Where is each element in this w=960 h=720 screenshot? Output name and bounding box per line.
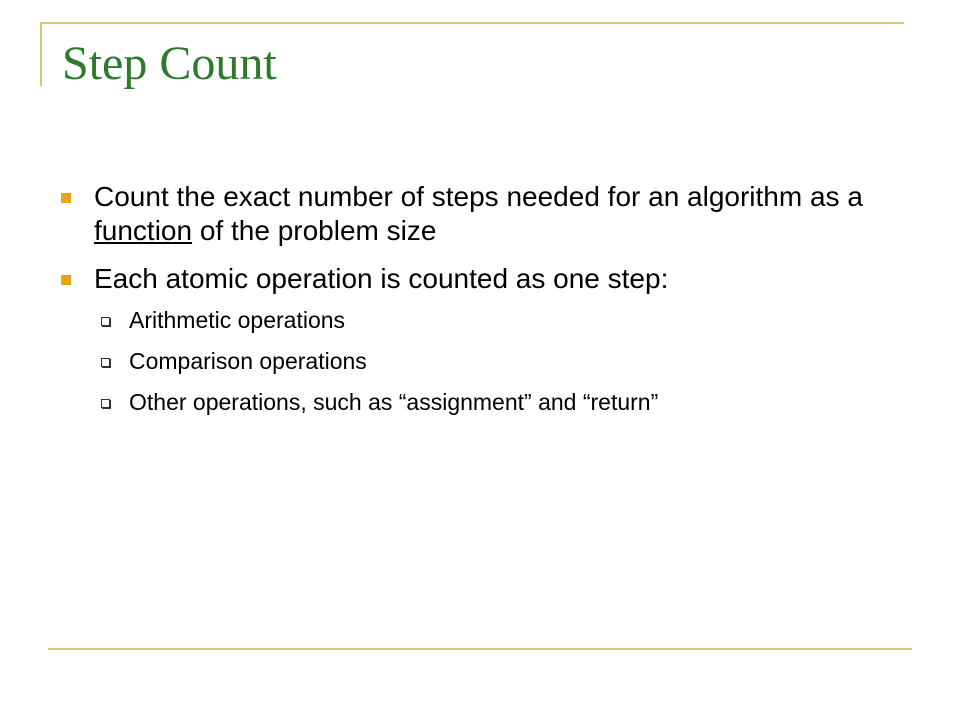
sub-bullet-arithmetic — [60, 306, 900, 334]
square-bullet-icon — [61, 275, 71, 285]
bullet-text-before: Count the exact number of steps needed for an algorithm as a — [94, 181, 863, 212]
bullet-text-after: of the problem size — [192, 215, 437, 246]
sub-bullet-other — [60, 388, 900, 416]
bullet-text: Each atomic operation is counted as one step: — [94, 263, 669, 294]
bullet-atomic-operation — [60, 262, 900, 296]
checkbox-bullet-icon — [101, 317, 110, 326]
underlined-term-function: function — [94, 215, 193, 246]
checkbox-bullet-icon — [101, 358, 110, 367]
operations-sublist — [60, 306, 900, 416]
square-bullet-icon — [61, 193, 71, 203]
slide-content — [60, 180, 900, 429]
checkbox-bullet-icon — [101, 399, 110, 408]
slide-title: Step Count — [62, 37, 277, 90]
bullet-step-count-definition — [60, 180, 900, 248]
sub-bullet-text: Arithmetic operations — [129, 307, 346, 333]
sub-bullet-text: Other operations, such as “assignment” and “return” — [129, 389, 659, 415]
frame-bottom-rule — [48, 648, 912, 650]
frame-left-rule — [40, 22, 42, 86]
sub-bullet-text: Comparison operations — [129, 348, 367, 374]
sub-bullet-comparison — [60, 347, 900, 375]
frame-top-rule — [40, 22, 904, 24]
